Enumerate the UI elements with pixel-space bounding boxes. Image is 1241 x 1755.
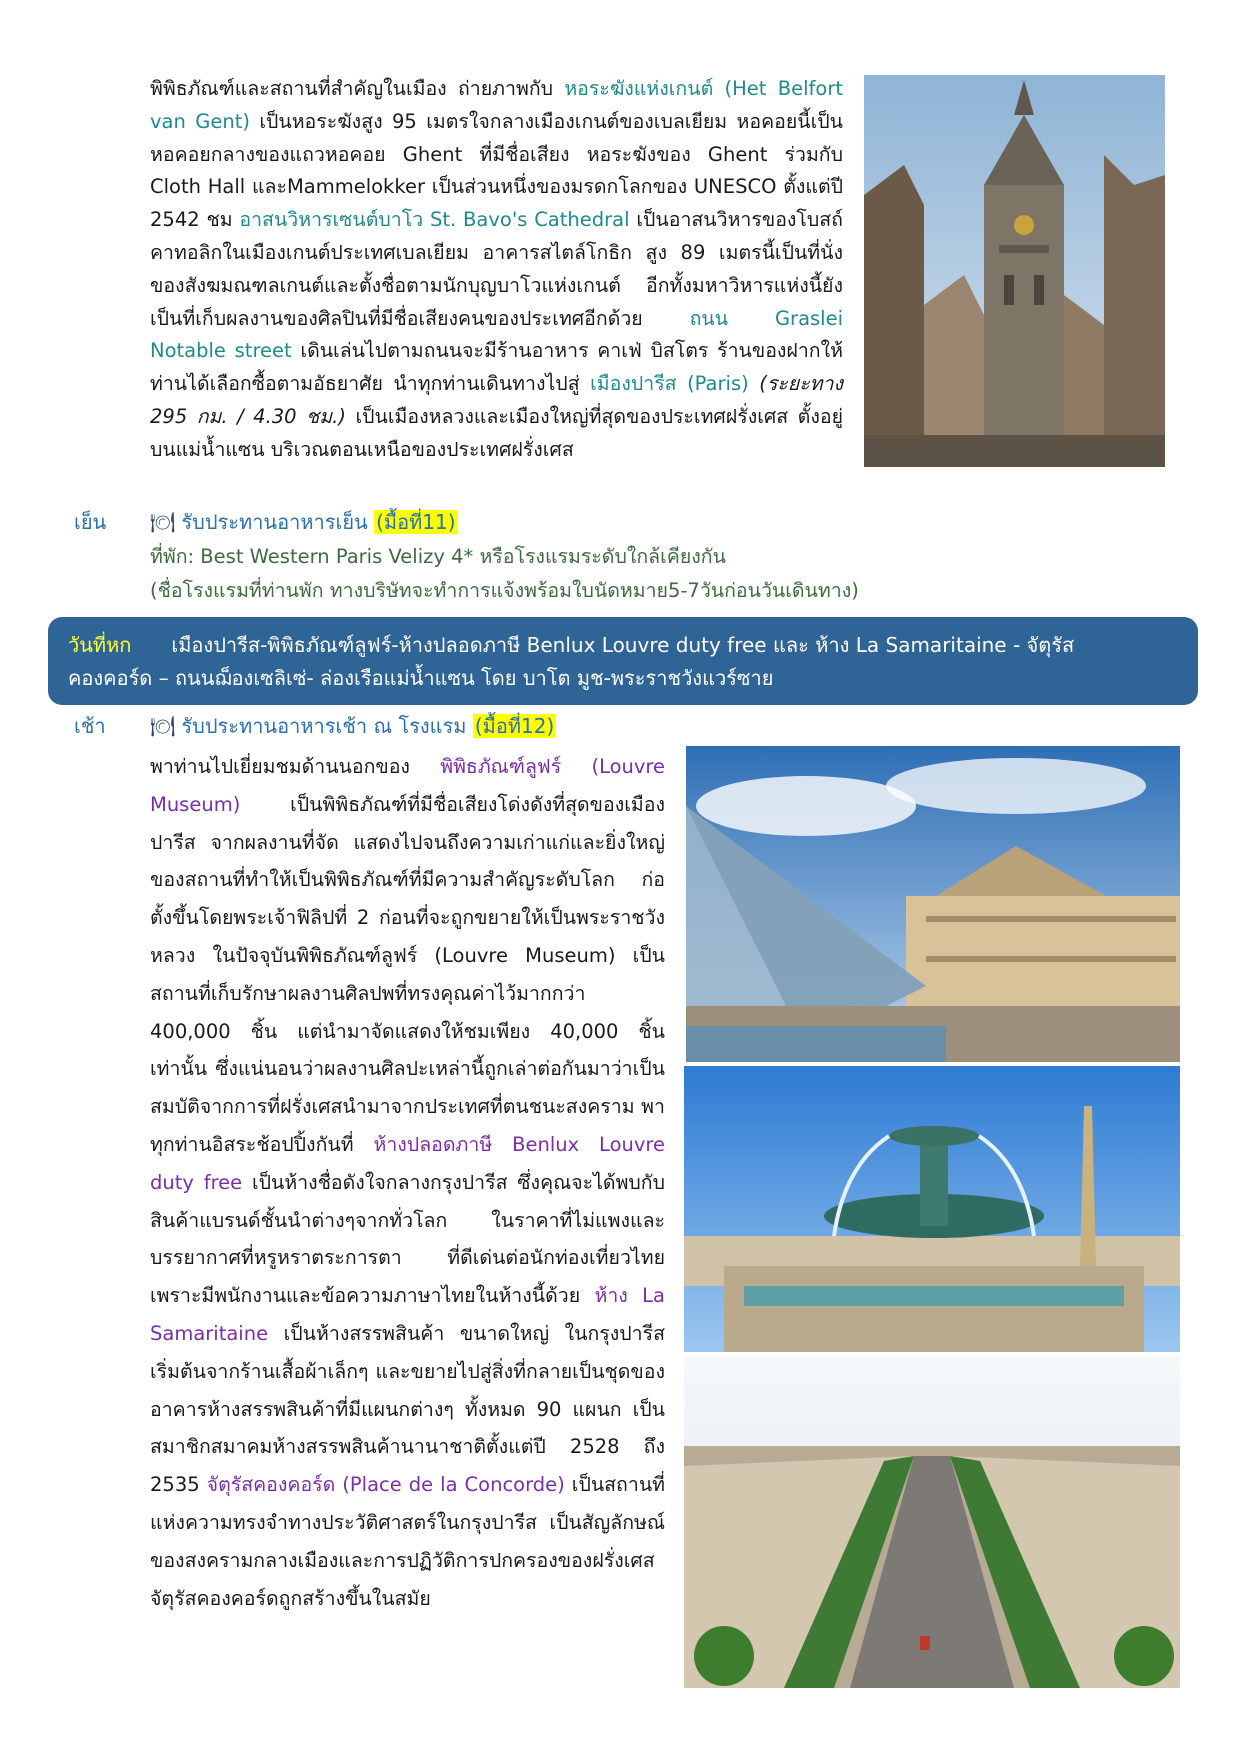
dinner-text: รับประทานอาหารเย็น — [181, 510, 375, 534]
ghent-paragraph — [150, 73, 843, 467]
distance-note: (ระยะทาง 295 กม. / 4.30 ชม.) — [150, 372, 844, 428]
hotel-line-2: (ชื่อโรงแรมที่ท่านพัก ทางบริษัทจะทำการแจ้งพร้อมใบนัดหมาย5-7วันก่อนวันเดินทาง) — [150, 579, 859, 602]
graslei-link[interactable]: ถนน Graslei Notable street — [150, 306, 844, 363]
dinner-meal-number: (มื้อที่11) — [376, 510, 456, 534]
benlux-link[interactable]: ห้างปลอดภาษี Benlux Louvre duty free — [150, 1132, 665, 1194]
breakfast-meal-number: (มื้อที่12) — [474, 714, 555, 738]
text-segment: เป็นพิพิธภัณฑ์ที่มีชื่อเสียงโด่งดังที่สุดของเมืองปารีส จากผลงานที่จัด แสดงไปจนถึงความเก่าแก่และยิ่งใหญ่ของสถานที่ทำให้เป็นพิพิธภัณฑ์ที่มีความสำคัญระดับโลก ก่อตั้งขึ้นโดยพระเจ้าฟิลิปที่ 2 ก่อนที่จะถูกขยายให้เป็นพระราชวังหลวง ในปัจจุบันพิพิธภัณฑ์ลูฟร์ (Louvre Museum) เป็นสถานที่เก็บรักษาผลงานศิลปพที่ทรงคุณค่าไว้มากกว่า 400,000 ชิ้น แต่นำมาจัดแสดงให้ชมเพียง 40,000 ชิ้นเท่านั้น ซึ่งแน่นอนว่าผลงานศิลปะเหล่านี้ถูกเล่าต่อกันมาว่าเป็นสมบัติจากการที่ฝรั่งเศสนำมาจากประเทศที่ตนชนะสงคราม พาทุกท่านอิสระช้อปปิ้งกันที่ — [150, 792, 665, 1156]
paris-link[interactable]: เมืองปารีส (Paris) — [590, 372, 749, 396]
hotel-line-1: ที่พัก: Best Western Paris Velizy 4* หรือโรงแรมระดับใกล้เคียงกัน — [150, 545, 726, 568]
text-segment: เป็นสถานที่แห่งความทรงจำทางประวัติศาสตร์ในกรุงปารีส เป็นสัญลักษณ์ของสงครามกลางเมืองและการปฏิวัติการปกครองของฝรั่งเศส จัตุรัสคองคอร์ดถูกสร้างขึ้นในสมัย — [150, 1473, 665, 1610]
utensils-icon: 🍽 — [150, 714, 176, 738]
paris-paragraph — [150, 748, 665, 1617]
text-segment: เป็นห้างสรรพสินค้า ขนาดใหญ่ ในกรุงปารีส เริ่มต้นจากร้านเสื้อผ้าเล็กๆ และขยายไปสู่สิ่งที่กลายเป็นชุดของอาคารห้างสรรพสินค้าที่มีแผนกต่างๆ ทั้งหมด 90 แผนก เป็นสมาชิกสมาคมห้างสรรพสินค้านานาชาติตั้งแต่ปี 2528 ถึง 2535 — [150, 1321, 665, 1497]
text-segment: เป็นห้างชื่อดังใจกลางกรุงปารีส ซึ่งคุณจะได้พบกับสินค้าแบรนด์ชั้นนำต่างๆจากทั่วโลก ในราคาที่ไม่แพงและบรรยากาศที่หรูหราตระการตา ที่ดีเด่นต่อนักท่องเที่ยวไทย เพราะมีพนักงานและข้อความภาษาไทยในห้างนี้ด้วย — [150, 1170, 665, 1308]
day-banner-line-1 — [68, 629, 1174, 662]
louvre-photo — [686, 746, 1180, 1062]
dinner-line — [150, 506, 458, 538]
belfort-link[interactable]: หอระฆังแห่งเกนต์ (Het Belfort van Gent) — [150, 77, 843, 133]
text-segment: เป็นหอระฆังสูง 95 เมตรใจกลางเมืองเกนต์ของเบลเยียม หอคอยนี้เป็นหอคอยกลางของแถวหอคอย Ghent ที่มีชื่อเสียง หอระฆังของ Ghent ร่วมกับ Cloth Hall และMammelokker เป็นส่วนหนึ่งของมรดกโลกของ UNESCO ตั้งแต่ปี 2542 ชม — [150, 109, 843, 232]
text-segment: พาท่านไปเยี่ยมชมด้านนอกของ — [150, 755, 441, 778]
text-segment: พิพิธภัณฑ์และสถานที่สำคัญในเมือง ถ่ายภาพกับ — [150, 77, 565, 100]
dinner-time-label: เย็น — [74, 510, 107, 534]
breakfast-text: รับประทานอาหารเช้า ณ โรงแรม — [181, 714, 473, 738]
day-number: วันที่หก — [68, 633, 132, 657]
text-segment: เป็นเมืองหลวงและเมืองใหญ่ที่สุดของประเทศฝรั่งเศส ตั้งอยู่บนแม่น้ำแซน บริเวณตอนเหนือของประเทศฝรั่งเศส — [150, 404, 843, 461]
concorde-fountain-photo — [684, 1066, 1180, 1352]
text-segment: เป็นอาสนวิหารของโบสถ์คาทอลิกในเมืองเกนต์ประเทศเบลเยียม อาคารสไตล์โกธิก สูง 89 เมตรนี้เป็นที่นั่งของสังฆมณฑลเกนต์และตั้งชื่อตามนักบุญบาโวแห่งเกนต์ อีกทั้งมหาวิหารแห่งนี้ยังเป็นที่เก็บผลงานของศิลปินที่มีชื่อเสียงคนของประเทศอีกด้วย — [150, 208, 843, 330]
utensils-icon: 🍽 — [150, 510, 176, 534]
breakfast-time-label: เช้า — [74, 714, 106, 738]
day-banner — [48, 617, 1198, 705]
louvre-link[interactable]: พิพิธภัณฑ์ลูฟร์ (Louvre Museum) — [150, 755, 666, 816]
text-segment: เดินเล่นไปตามถนนจะมีร้านอาหาร คาเฟ่ บิสโตร ร้านของฝากให้ท่านได้เลือกซื้อตามอัธยาศัย นำทุกท่านเดินทางไปสู่ — [150, 339, 843, 396]
champs-elysees-photo — [684, 1356, 1180, 1688]
samaritaine-link[interactable]: ห้าง La Samaritaine — [150, 1284, 665, 1345]
concorde-link[interactable]: จัตุรัสคองคอร์ด (Place de la Concorde) — [206, 1473, 565, 1497]
day-title-2: คองคอร์ด – ถนนฌ็องเซลิเซ่- ล่องเรือแม่น้ำแซน โดย บาโต มูช-พระราชวังแวร์ซาย — [68, 666, 774, 690]
breakfast-line — [150, 710, 556, 742]
belfry-photo — [864, 75, 1165, 467]
bavo-link[interactable]: อาสนวิหารเซนต์บาโว St. Bavo's Cathedral — [239, 208, 630, 232]
day-title-1: เมืองปารีส-พิพิธภัณฑ์ลูฟร์-ห้างปลอดภาษี Benlux Louvre duty free และ ห้าง La Samaritaine - จัตุรัส — [171, 633, 1075, 657]
